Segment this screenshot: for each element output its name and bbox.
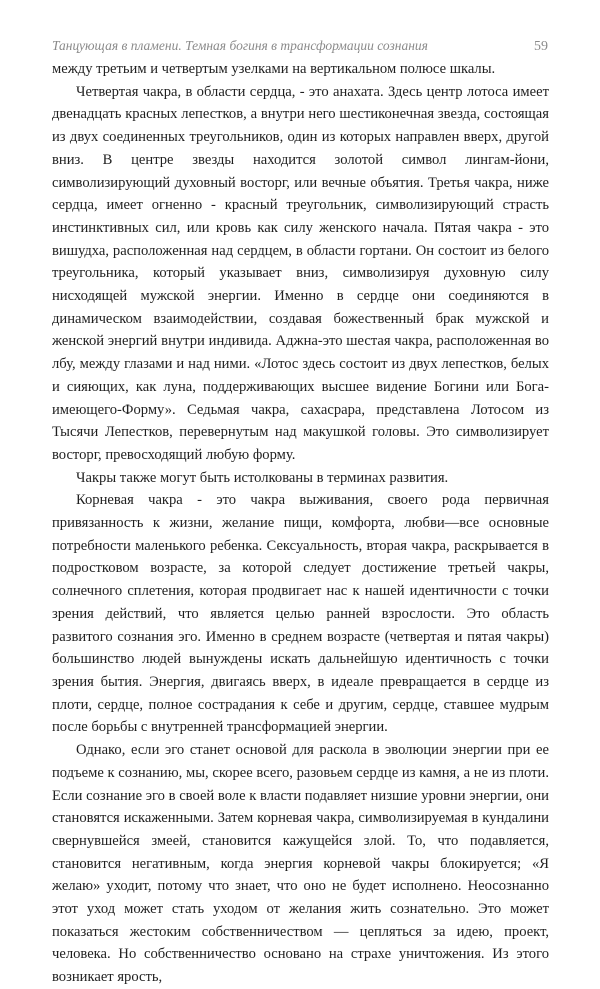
paragraph: Корневая чакра - это чакра выживания, своего рода первичная привязанность к жизни, желание пищи, комфорта, любви—все основные потребности маленького ребенка. Сексуальность, вторая чакра, раскрывается в подростковом возрасте, за которой следует достижение третьей чакры, солнечного сплетения, которая продвигает нас к нашей идентичности с точки зрения действий, что является целью ранней взрослости. Это область развитого сознания эго. Именно в среднем возрасте (четвертая и пятая чакры) большинство людей вынуждены искать дальнейшую идентичность с точки зрения бытия. Энергия, двигаясь вверх, в идеале превращается в сердце из плоти, сердце, полное сострадания к себе и другим, сердце, ставшее мудрым после борьбы с внутренней трансформацией энергии. (52, 492, 549, 736)
paragraph: Однако, если эго станет основой для раскола в эволюции энергии при ее подъеме к сознанию, мы, скорее всего, разовьем сердце из камня, а не из плоти. Если сознание эго в своей воле к власти подавляет низшие уровни энергии, они становятся искаженными. Затем корневая чакра, символизируемая в кундалини свернувшейся змеей, становится кажущейся злой. То, что подавляется, становится негативным, когда энергия корневой чакры блокируется; «Я желаю» уходит, потому что знает, что оно не будет исполнено. Неосознанно этот уход может стать уходом от желания жить сознательно. Это может показаться жестоким собственничеством — цепляться за идею, проект, человека. Но собственничество основано на страхе уничтожения. Из этого возникает ярость, (52, 742, 549, 986)
running-header (52, 38, 548, 56)
paragraph-continuation: между третьим и четвертым узелками на вертикальном полюсе шкалы. (52, 61, 496, 77)
paragraph: Чакры также могут быть истолкованы в терминах развития. (76, 469, 449, 486)
paragraph: Четвертая чакра, в области сердца, - это анахата. Здесь центр лотоса имеет двенадцать красных лепестков, а внутри него шестиконечная звезда, состоящая из двух соединенных треугольников, один из которых направлен вверх, другой вниз. В центре звезды находится золотой символ лингам-йони, символизирующий духовный восторг, или вечные объятия. Третья чакра, ниже сердца, имеет огненно - красный треугольник, символизирующий страсть инстинктивных сил, или кровь как силу женского начала. Пятая чакра - это вишудха, расположенная над сердцем, в области гортани. Он состоит из белого треугольника, который указывает вниз, символизируя духовную силу нисходящей мужской энергии. Именно в сердце они соединяются в динамическом взаимодействии, создавая божественный брак мужской и женской энергий внутри индивида. Аджна-это шестая чакра, расположенная во лбу, между глазами и над ними. «Лотос здесь состоит из двух лепестков, белых и сияющих, как луна, поддерживающих высшее видение Богини или Бога-имеющего-Форму». Седьмая чакра, сахасрара, представлена Лотосом из Тысячи Лепестков, перевернутым над макушкой головы. Это символизирует восторг, превосходящий любую форму. (52, 83, 549, 463)
running-title: Танцующая в пламени. Темная богиня в трансформации сознания (52, 38, 428, 53)
page-number: 59 (534, 39, 548, 54)
body-text (52, 58, 549, 989)
